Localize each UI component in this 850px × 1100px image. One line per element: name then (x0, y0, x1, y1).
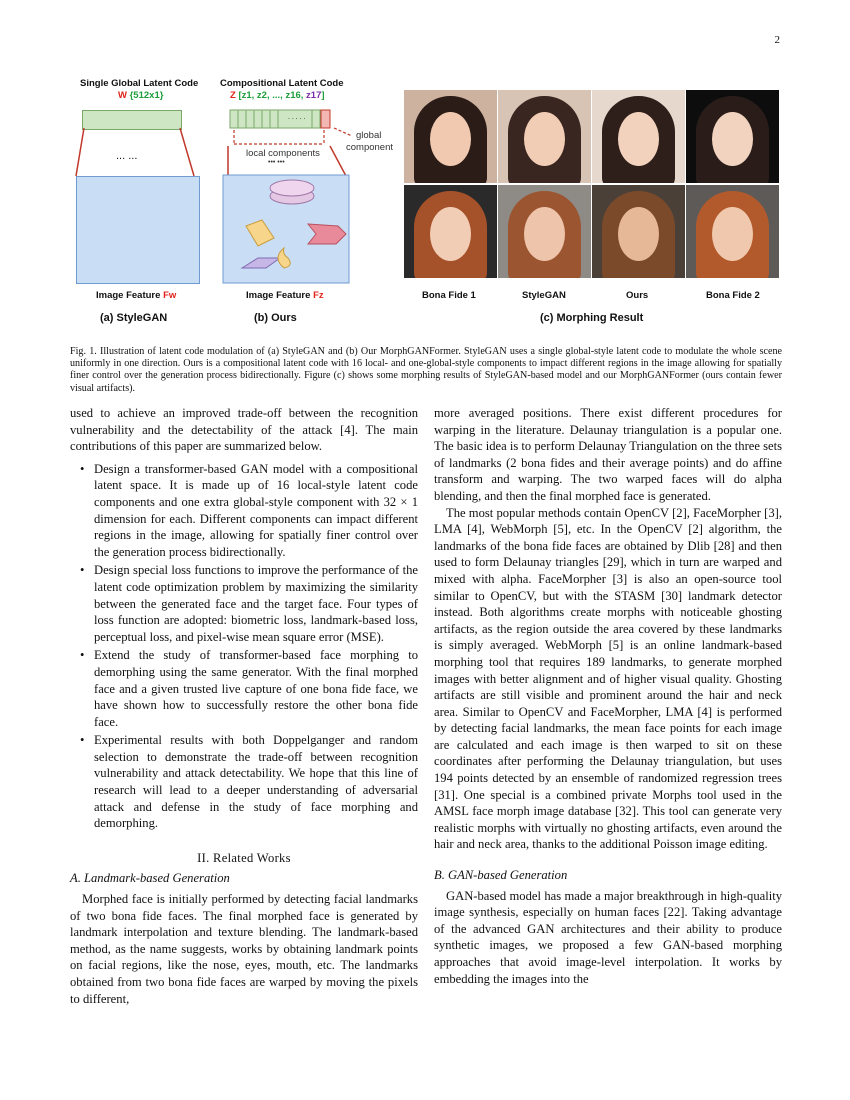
figure-1 (70, 72, 782, 342)
col-label-stylegan: StyleGAN (522, 290, 566, 301)
left-dots: ... ... (116, 150, 138, 162)
contributions-list (70, 461, 418, 832)
feature-label-fw: Image Feature Fw (96, 290, 177, 301)
global-label-2: component (346, 142, 394, 153)
subcaption-c: (c) Morphing Result (540, 312, 644, 324)
middle-inner-dots: . . . . . (288, 114, 306, 121)
subcaption-b: (b) Ours (254, 312, 297, 324)
left-code-title: Single Global Latent Code (80, 78, 199, 89)
left-code-formula: W {512x1} (118, 90, 164, 101)
subcaption-a: (a) StyleGAN (100, 312, 168, 324)
page-number: 2 (774, 34, 780, 46)
contribution-item: • Design a transformer-based GAN model with a compositional latent space. It is made up of 16 local-style latent code components and one extra global-style component with 32 × 1 dimension for each. Different components can impact different regions in the image, allowing for spatially finer control over the generation process bidirectionally. (94, 461, 418, 561)
middle-code-formula: Z [z1, z2, ..., z16, z17] (230, 90, 325, 101)
methods-paragraph: The most popular methods contain OpenCV [2], FaceMorpher [3], LMA [4], WebMorph [5], etc. In the OpenCV [2] algorithm, the landmarks of the bona fide faces are obtained by Dlib [28] and then used to form Delaunay triangles [29], which in turn are warped and mixed with alpha. FaceMorpher [3] is also an open-source tool similar to OpenCV, but with the STASM [30] landmark detector instead. Both algorithms create morphs with noticeable ghosting artifacts, as the region outside the area covered by these landmarks is simply averaged. WebMorph [5] is an online landmark-based morphing tool that requires 189 landmarks, to generate morphed images with better alignment and of higher visual quality. Ghosting artifacts are still visible and prominent around the hair and neck area. Similar to OpenCV and FaceMorpher, LMA [4] is performed by detecting facial landmarks, the mean face points for each image are calculated and each image is then warped to sit on these coordinates after performing the Delaunay triangulation, but uses 194 points detected by an ensemble of randomized regression trees [31]. One special is a combined private Morphs tool used in the AMSL face morph image database [32]. This tool can generate very realistic morphs with virtually no ghosting artifacts, even around the hair and neck area, thanks to the additional Poisson image editing. (434, 505, 782, 852)
gan-paragraph: GAN-based model has made a major breakthrough in high-quality image synthesis, especially on human faces [22]. Taking advantage of the advanced GAN architectures and their ability to produce synthetic images, we proposed a few GAN-based morphing approaches that avoid image-level interpolation. It works by embedding the images into the (434, 888, 782, 986)
local-components-label: local components (246, 148, 320, 159)
feature-label-fz: Image Feature Fz (246, 290, 324, 301)
section-heading: II. Related Works (197, 850, 291, 865)
photo-bonafide2-row2 (686, 185, 779, 278)
photo-bonafide1-row1 (404, 90, 497, 183)
contribution-item: • Design special loss functions to improve the performance of the latent code optimization problem by maximizing the similarity between the generated face and the target face. Four types of loss function are adopted: biometric loss, landmark-based loss, perceptual loss, and pixel-wise mean square error (MSE). (94, 562, 418, 645)
photo-bonafide1-row2 (404, 185, 497, 278)
subsection-b-heading: B. GAN-based Generation (434, 868, 568, 883)
figure-caption: Fig. 1. Illustration of latent code modulation of (a) StyleGAN and (b) Our MorphGANFormer. StyleGAN uses a single global-style latent code to modulate the whole scene uniformly in one direction. Ours is a compositional latent code with 16 local- and one-global-style components to impact different regions in the image allowing for spatially finer control over the generation process bidirectionally. Figure (c) shows some morphing results of StyleGAN-based model and our MorphGANFormer (ours contain fewer visual artifacts). (70, 346, 782, 394)
local-dots: ••• ••• (268, 159, 285, 166)
photo-ours-row1 (592, 90, 685, 183)
left-arrows (70, 122, 210, 182)
landmark-paragraph: Morphed face is initially performed by detecting facial landmarks of two bona fide faces. The final morphed face is generated by landmark interpolation and texture blending. The landmark-based method, as the name suggests, works by obtaining landmark points on facial regions, like the nose, eyes, mouth, etc. The landmarks obtained from two bona fide faces are warped by moving the pixels to different, (70, 892, 418, 1006)
photo-stylegan-row2 (498, 185, 591, 278)
contribution-item: • Extend the study of transformer-based face morphing to demorphing using the same generator. With the final morphed face and a given trusted live capture of one bona fide face, we have shown how to successfully restore the other bona fide face. (94, 647, 418, 730)
right-column (434, 405, 782, 987)
image-feature-fz-box (222, 174, 352, 286)
left-column (70, 405, 418, 1007)
image-feature-fw-box (76, 176, 200, 284)
subsection-a-heading: A. Landmark-based Generation (70, 871, 230, 886)
col-label-ours: Ours (626, 290, 649, 301)
col-label-bonafide2: Bona Fide 2 (706, 290, 760, 301)
photo-bonafide2-row1 (686, 90, 779, 183)
contribution-item: • Experimental results with both Doppelganger and random selection to demonstrate the trade-off between recognition vulnerability and attack detectability. We hope that this line of research will lead to a deeper understanding of adversarial attack and defense in the study of face morphing and demorphing. (94, 732, 418, 832)
photo-ours-row2 (592, 185, 685, 278)
photo-stylegan-row1 (498, 90, 591, 183)
col-label-bonafide1: Bona Fide 1 (422, 290, 476, 301)
middle-code-title: Compositional Latent Code (220, 78, 344, 89)
warping-paragraph: more averaged positions. There exist different procedures for warping in the literature. Delaunay triangulation is a popular one. The basic idea is to perform Delaunay Triangulation on the three sets of landmarks (2 bona fides and their average points) and do affine transform and warping. The two warped faces will do alpha blending, and then the final morphed face is generated. (434, 406, 782, 503)
intro-paragraph: used to achieve an improved trade-off between the recognition vulnerability and the detectability of the attack [4]. The main contributions of this paper are summarized below. (70, 406, 418, 454)
global-label-1: global (356, 130, 382, 141)
